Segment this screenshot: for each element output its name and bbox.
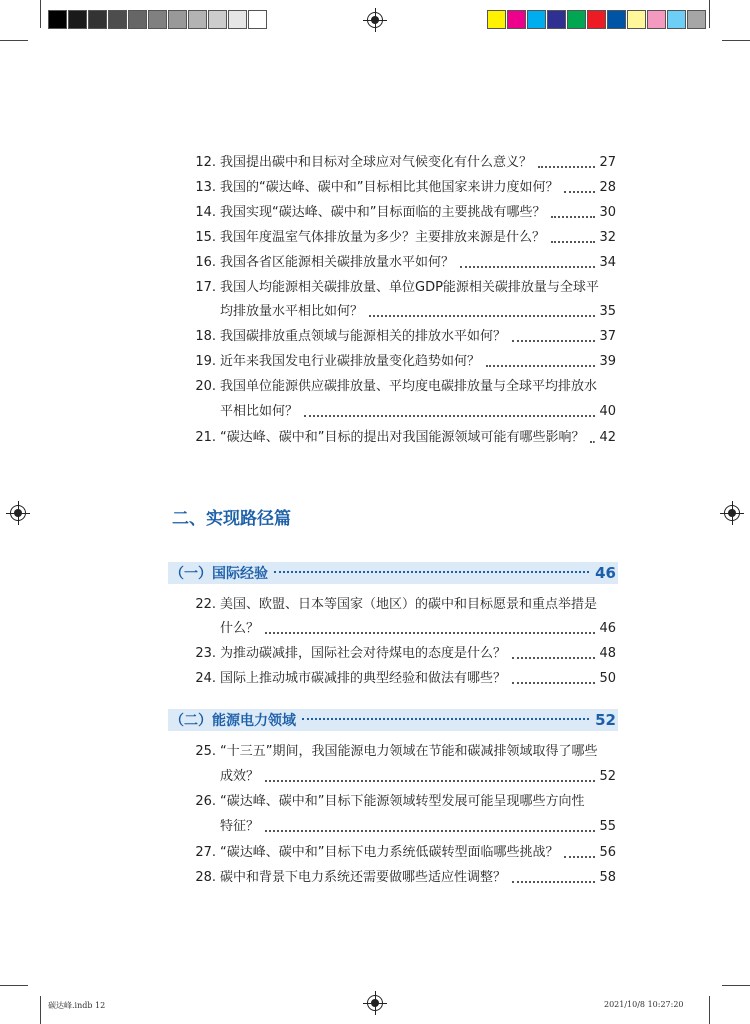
- color-swatch: [148, 10, 167, 29]
- toc-entry-title-cont: 特征？: [220, 819, 260, 834]
- toc-entry-continuation[interactable]: [220, 819, 616, 835]
- toc-entry[interactable]: [186, 354, 616, 370]
- color-swatch: [647, 10, 666, 29]
- leader-dots: [265, 632, 595, 634]
- toc-entry[interactable]: [186, 180, 616, 196]
- toc-entry-title: 近年来我国发电行业碳排放量变化趋势如何？: [220, 354, 481, 369]
- toc-entry-page: 27: [599, 155, 616, 170]
- toc-entry-title: “碳达峰、碳中和”目标下能源领域转型发展可能呈现哪些方向性: [220, 794, 585, 809]
- toc-entry-title: 我国实现“碳达峰、碳中和”目标面临的主要挑战有哪些？: [220, 205, 546, 220]
- toc-entry-title: “碳达峰、碳中和”目标的提出对我国能源领域可能有哪些影响？: [220, 430, 585, 445]
- color-swatch: [208, 10, 227, 29]
- crop-mark: [40, 996, 41, 1024]
- toc-entry-title: 我国各省区能源相关碳排放量水平如何？: [220, 255, 455, 270]
- toc-entry-title: 我国的“碳达峰、碳中和”目标相比其他国家来讲力度如何？: [220, 180, 559, 195]
- toc-entry[interactable]: [186, 230, 616, 246]
- leader-dots: [369, 315, 595, 317]
- toc-entry-page: 56: [599, 845, 616, 860]
- toc-entry-title: 我国年度温室气体排放量为多少？主要排放来源是什么？: [220, 230, 546, 245]
- toc-entry-title-cont: 什么？: [220, 621, 260, 636]
- toc-entry-number: 19.: [195, 354, 216, 369]
- toc-entry-page: 37: [599, 329, 616, 344]
- leader-dots: [265, 780, 595, 782]
- crop-mark: [0, 985, 28, 986]
- leader-dots: [590, 441, 595, 443]
- toc-entry-page: 40: [599, 404, 616, 419]
- color-swatch: [248, 10, 267, 29]
- toc-entry[interactable]: [186, 280, 616, 296]
- toc-entry[interactable]: [186, 430, 616, 446]
- toc-entry-number: 21.: [195, 430, 216, 445]
- color-swatch: [487, 10, 506, 29]
- toc-entry-page: 30: [599, 205, 616, 220]
- color-swatch: [168, 10, 187, 29]
- crop-mark: [40, 0, 41, 28]
- toc-entry-title: “碳达峰、碳中和”目标下电力系统低碳转型面临哪些挑战？: [220, 845, 559, 860]
- toc-entry-page: 39: [599, 354, 616, 369]
- toc-entry-page: 50: [599, 671, 616, 686]
- toc-entry-title-cont: 成效？: [220, 769, 260, 784]
- leader-dots: [551, 241, 595, 243]
- crop-mark: [0, 40, 28, 41]
- leader-dots: [538, 166, 595, 168]
- color-swatch: [507, 10, 526, 29]
- toc-entry-page: 42: [599, 430, 616, 445]
- toc-entry-title: 我国人均能源相关碳排放量、单位GDP能源相关碳排放量与全球平: [220, 280, 599, 295]
- section-heading-international[interactable]: [168, 562, 618, 584]
- toc-entry-title: 国际上推动城市碳减排的典型经验和做法有哪些？: [220, 671, 507, 686]
- toc-entry-page: 28: [599, 180, 616, 195]
- toc-entry-title: 我国碳排放重点领域与能源相关的排放水平如何？: [220, 329, 507, 344]
- leader-dots: [274, 571, 589, 573]
- toc-entry-title: “十三五”期间，我国能源电力领域在节能和碳减排领域取得了哪些: [220, 744, 598, 759]
- color-swatch: [667, 10, 686, 29]
- toc-entry[interactable]: [186, 155, 616, 171]
- toc-entry-continuation[interactable]: [220, 404, 616, 420]
- color-swatch: [108, 10, 127, 29]
- toc-entry-number: 25.: [195, 744, 216, 759]
- toc-entry[interactable]: [186, 744, 616, 760]
- color-swatch: [587, 10, 606, 29]
- toc-entry[interactable]: [186, 671, 616, 687]
- gray-swatch-strip: [48, 10, 268, 29]
- toc-entry[interactable]: [186, 845, 616, 861]
- toc-entry[interactable]: [186, 646, 616, 662]
- leader-dots: [564, 191, 595, 193]
- toc-entry-title: 碳中和背景下电力系统还需要做哪些适应性调整？: [220, 870, 507, 885]
- toc-entry-number: 15.: [195, 230, 216, 245]
- toc-entry-title: 美国、欧盟、日本等国家（地区）的碳中和目标愿景和重点举措是: [220, 597, 598, 612]
- toc-entry-number: 18.: [195, 329, 216, 344]
- section-heading-energy-power[interactable]: [168, 709, 618, 731]
- toc-entry-number: 12.: [195, 155, 216, 170]
- section-page: 46: [595, 564, 616, 582]
- section-label: （一）国际经验: [170, 566, 268, 582]
- toc-entry-continuation[interactable]: [220, 304, 616, 320]
- toc-entry-page: 46: [599, 621, 616, 636]
- section-page: 52: [595, 711, 616, 729]
- color-swatch: [128, 10, 147, 29]
- color-swatch-strip: [487, 10, 707, 29]
- toc-entry-number: 23.: [195, 646, 216, 661]
- toc-entry-number: 27.: [195, 845, 216, 860]
- toc-entry[interactable]: [186, 379, 616, 395]
- toc-entry-page: 34: [599, 255, 616, 270]
- toc-entry[interactable]: [186, 255, 616, 271]
- color-swatch: [88, 10, 107, 29]
- color-swatch: [607, 10, 626, 29]
- part-title: 二、实现路径篇: [172, 509, 291, 529]
- section-label: （二）能源电力领域: [170, 713, 296, 729]
- toc-entry-number: 20.: [195, 379, 216, 394]
- toc-entry-page: 48: [599, 646, 616, 661]
- toc-entry-page: 55: [599, 819, 616, 834]
- toc-entry-page: 58: [599, 870, 616, 885]
- color-swatch: [48, 10, 67, 29]
- toc-entry-number: 22.: [195, 597, 216, 612]
- toc-entry-title-cont: 平相比如何？: [220, 404, 299, 419]
- toc-entry-number: 14.: [195, 205, 216, 220]
- leader-dots: [512, 657, 595, 659]
- footer-timestamp: 2021/10/8 10:27:20: [604, 1000, 684, 1009]
- toc-entry-continuation[interactable]: [220, 621, 616, 637]
- toc-entry-number: 28.: [195, 870, 216, 885]
- registration-mark-left: [10, 505, 26, 521]
- toc-entry-number: 13.: [195, 180, 216, 195]
- leader-dots: [512, 340, 595, 342]
- registration-mark-right: [724, 505, 740, 521]
- toc-entry-page: 52: [599, 769, 616, 784]
- registration-mark-bottom: [367, 995, 383, 1011]
- toc-entry[interactable]: [186, 329, 616, 345]
- toc-entry-page: 35: [599, 304, 616, 319]
- toc-entry-number: 26.: [195, 794, 216, 809]
- crop-mark: [709, 0, 710, 28]
- toc-entry-title: 我国单位能源供应碳排放量、平均度电碳排放量与全球平均排放水: [220, 379, 598, 394]
- toc-entry[interactable]: [186, 597, 616, 613]
- color-swatch: [547, 10, 566, 29]
- leader-dots: [265, 830, 595, 832]
- toc-entry[interactable]: [186, 870, 616, 886]
- registration-mark-top: [367, 12, 383, 28]
- crop-mark: [709, 996, 710, 1024]
- toc-entry[interactable]: [186, 794, 616, 810]
- leader-dots: [302, 718, 589, 720]
- color-swatch: [567, 10, 586, 29]
- leader-dots: [304, 415, 595, 417]
- color-swatch: [687, 10, 706, 29]
- color-swatch: [188, 10, 207, 29]
- footer-file-label: 碳达峰.indb 12: [48, 1001, 106, 1010]
- toc-entry-number: 17.: [195, 280, 216, 295]
- toc-entry-title: 为推动碳减排，国际社会对待煤电的态度是什么？: [220, 646, 507, 661]
- leader-dots: [486, 365, 595, 367]
- leader-dots: [460, 266, 595, 268]
- crop-mark: [722, 40, 750, 41]
- leader-dots: [551, 216, 595, 218]
- color-swatch: [527, 10, 546, 29]
- color-swatch: [228, 10, 247, 29]
- leader-dots: [512, 682, 595, 684]
- toc-entry-continuation[interactable]: [220, 769, 616, 785]
- toc-entry-title-cont: 均排放量水平相比如何？: [220, 304, 364, 319]
- color-swatch: [627, 10, 646, 29]
- toc-entry-title: 我国提出碳中和目标对全球应对气候变化有什么意义？: [220, 155, 533, 170]
- toc-entry-page: 32: [599, 230, 616, 245]
- color-swatch: [68, 10, 87, 29]
- toc-entry-number: 24.: [195, 671, 216, 686]
- toc-entry[interactable]: [186, 205, 616, 221]
- toc-entry-number: 16.: [195, 255, 216, 270]
- crop-mark: [722, 985, 750, 986]
- leader-dots: [564, 856, 595, 858]
- leader-dots: [512, 881, 595, 883]
